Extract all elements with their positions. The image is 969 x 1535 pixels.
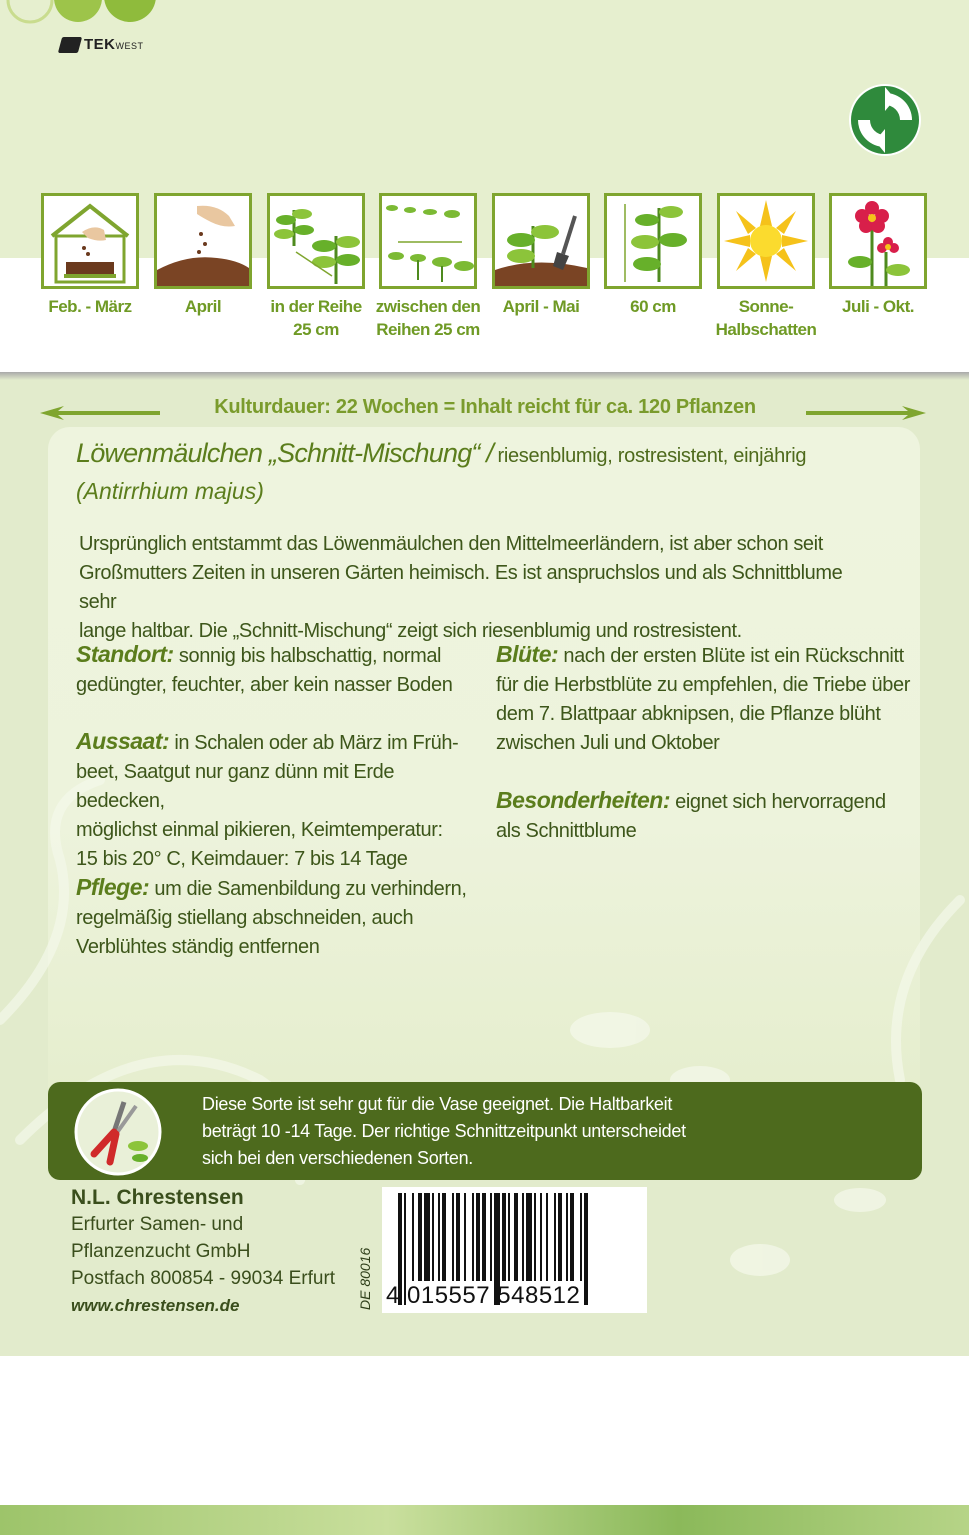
tek-text: TEK <box>84 36 116 53</box>
sowing-indoors-icon <box>41 193 139 289</box>
company-address <box>71 1184 335 1319</box>
barcode-bar <box>558 1193 562 1281</box>
barcode-bar <box>490 1193 492 1281</box>
tek-small-text: WEST <box>115 41 144 51</box>
barcode-bar <box>412 1193 414 1281</box>
barcode-bar <box>452 1193 454 1281</box>
green-dot-recycling-icon <box>848 83 922 157</box>
kulturdauer-text: Kulturdauer: 22 Wochen = Inhalt reicht für ca. 120 Pflanzen <box>214 396 756 418</box>
row-spacing-icon <box>267 193 365 289</box>
barcode-bar <box>472 1193 474 1281</box>
product-title-line <box>76 438 806 469</box>
barcode-bar <box>514 1193 518 1281</box>
barcode-bar <box>482 1193 486 1281</box>
barcode-bar <box>526 1193 532 1281</box>
barcode-digits: 4 015557 548512 <box>386 1282 581 1309</box>
de-code: DE 80016 <box>357 1247 373 1310</box>
barcode-bar <box>424 1193 430 1281</box>
company-line-3: Postfach 800854 - 99034 Erfurt <box>71 1268 336 1289</box>
barcode-bar <box>464 1193 466 1281</box>
height-icon <box>604 193 702 289</box>
icon-label-7: Sonne- Halbschatten <box>715 297 817 339</box>
product-subtitle: riesenblumig, rostresistent, einjährig <box>497 445 807 467</box>
icon-label-8: Juli - Okt. <box>842 297 914 316</box>
company-website[interactable]: www.chrestensen.de <box>71 1296 240 1315</box>
tek-west-logo <box>60 36 144 53</box>
icon-label-6: 60 cm <box>630 297 676 316</box>
bluete-section: Blüte: nach der ersten Blüte ist ein Rückschnitt für die Herbstblüte zu empfehlen, die Triebe über dem 7. Blattpaar abknipsen, die Pflanze blüht zwischen Juli und Oktober <box>496 641 910 754</box>
latin-name: (Antirrhium majus) <box>76 478 264 504</box>
besonderheiten-section: Besonderheiten: eignet sich hervorragend als Schnittblume <box>496 787 886 842</box>
barcode-bar <box>432 1193 434 1281</box>
barcode-bar <box>476 1193 480 1281</box>
intro-paragraph: Ursprünglich entstammt das Löwenmäulchen den Mittelmeerländern, ist aber schon seit Großmutters Zeiten in unseren Gärten heimisch. Es ist anspruchslos und als Schnittblume sehr lange haltbar. Die „Schnitt-Mischung“ zeigt sich riesenblumig und rostresistent. <box>79 533 843 642</box>
pflege-section: Pflege: um die Samenbildung zu verhindern, regelmäßig stiellang abschneiden, auch Verblühtes ständig entfernen <box>76 874 467 958</box>
company-line-1: Erfurter Samen- und <box>71 1214 244 1235</box>
sowing-outdoors-icon <box>154 193 252 289</box>
barcode-bar <box>554 1193 556 1281</box>
barcode-bar <box>438 1193 440 1281</box>
barcode-bar <box>456 1193 460 1281</box>
flower-icon <box>829 193 927 289</box>
barcode-bar <box>580 1193 582 1281</box>
standort-section: Standort: sonnig bis halbschattig, normal gedüngter, feuchter, aber kein nasser Boden <box>76 641 453 696</box>
barcode-bar <box>442 1193 446 1281</box>
barcode-bar <box>570 1193 574 1281</box>
barcode-bar <box>502 1193 506 1281</box>
icon-label-4: zwischen den Reihen 25 cm <box>375 297 481 339</box>
tek-leaf-icon <box>58 37 82 53</box>
company-name: N.L. Chrestensen <box>71 1186 244 1209</box>
barcode-bar <box>418 1193 422 1281</box>
icon-label-3: in der Reihe 25 cm <box>270 297 362 339</box>
aussaat-section: Aussaat: in Schalen oder ab März im Früh- beet, Saatgut nur ganz dünn mit Erde bedecken, möglichst einmal pikieren, Keimtemperatur: 15 bis 20° C, Keimdauer: 7 bis 14 Tage <box>76 728 459 870</box>
icon-label-2: April <box>184 297 222 316</box>
barcode-bar <box>540 1193 542 1281</box>
bottom-photo-strip <box>0 1505 969 1535</box>
pruning-shears-icon <box>74 1088 162 1176</box>
product-title: Löwenmäulchen „Schnitt-Mischung“ / <box>76 438 494 468</box>
barcode-bar <box>566 1193 568 1281</box>
between-rows-icon <box>379 193 477 289</box>
icon-label-5: April - Mai <box>502 297 580 316</box>
barcode-bar <box>522 1193 524 1281</box>
barcode-bar <box>508 1193 510 1281</box>
sun-icon <box>717 193 815 289</box>
barcode-bar <box>534 1193 536 1281</box>
band-shadow <box>0 372 969 380</box>
barcode-bar <box>546 1193 548 1281</box>
icon-label-1: Feb. - März <box>48 297 132 316</box>
cultivation-icon-row <box>41 193 931 353</box>
brand-circles-icon <box>0 0 170 30</box>
planting-icon <box>492 193 590 289</box>
vase-text: Diese Sorte ist sehr gut für die Vase geeignet. Die Haltbarkeit beträgt 10 -14 Tage. Der richtige Schnittzeitpunkt unterscheidet sich bei den verschiedenen Sorten. <box>202 1094 686 1168</box>
company-line-2: Pflanzenzucht GmbH <box>71 1241 251 1262</box>
